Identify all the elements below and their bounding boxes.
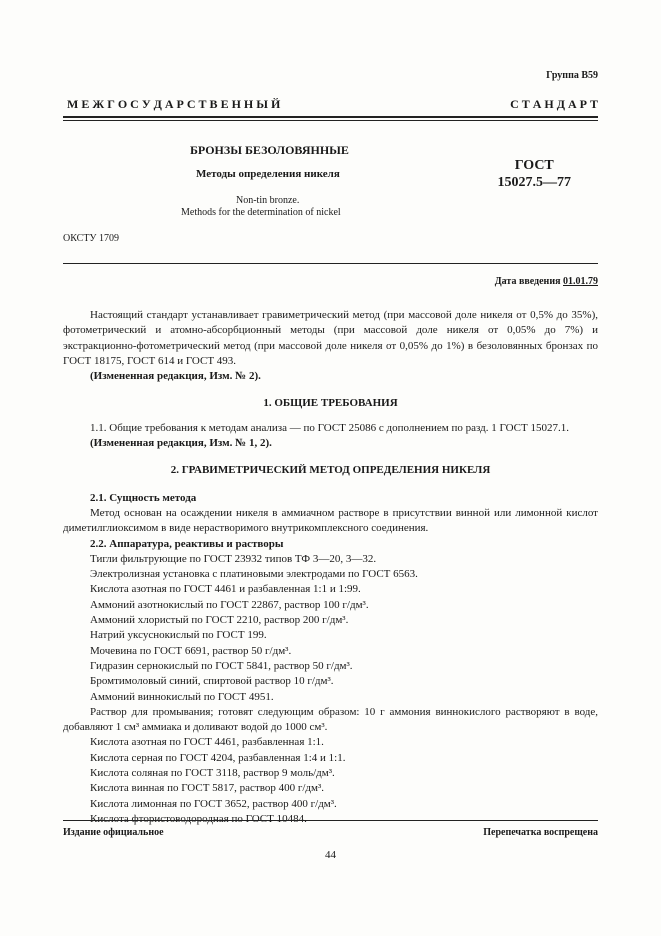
reagent-item: Аммоний виннокислый по ГОСТ 4951. [90,690,274,703]
reagent-item: Мочевина по ГОСТ 6691, раствор 50 г/дм³. [90,644,292,657]
subsection-2-2-heading: 2.2. Аппаратура, реактивы и растворы [90,537,284,550]
top-rule-thin [63,120,598,121]
reagent-item: Электролизная установка с платиновыми электродами по ГОСТ 6563. [90,568,418,581]
footer-rule [63,820,598,821]
introduction-date [495,276,598,287]
reagent-item: Раствор для промывания; готовят следующим образом: 10 г аммония виннокислого растворяют в воде, добавляют 1 см³ аммиака и доливают водой до 1000 см³. [63,705,598,734]
method-principle-paragraph: Метод основан на осаждении никеля в аммиачном растворе в присутствии винной или лимонной кислот диметилглиоксимом в виде нерастворимого внутрикомплексного соединения. [63,506,598,535]
reagent-item: Аммоний хлористый по ГОСТ 2210, раствор 200 г/дм³. [90,614,349,627]
interstate-left: М Е Ж Г О С У Д А Р С Т В Е Н Н Ы Й [67,97,281,111]
body-text [63,308,598,827]
middle-rule [63,263,598,264]
document-subtitle: Методы определения никеля [196,168,340,180]
section-1-heading: 1. ОБЩИЕ ТРЕБОВАНИЯ [263,397,398,410]
introduction-date-label: Дата введения [494,276,561,287]
okstu-code: ОКСТУ 1709 [63,233,120,244]
section-2-heading: 2. ГРАВИМЕТРИЧЕСКИЙ МЕТОД ОПРЕДЕЛЕНИЯ НИКЕЛЯ [170,464,491,477]
general-requirements-amendment-note: (Измененная редакция, Изм. № 1, 2). [90,437,272,450]
top-rule [63,116,598,118]
english-title-line1: Non-tin bronze. [236,195,300,206]
scope-amendment-note: (Измененная редакция, Изм. № 2). [90,370,261,383]
gost-code: 15027.5—77 [497,175,571,190]
reagent-item: Кислота серная по ГОСТ 4204, разбавленная 1:4 и 1:1. [90,751,346,764]
interstate-right: С Т А Н Д А Р Т [510,97,598,111]
group-code: Группа В59 [546,70,598,81]
document-title: БРОНЗЫ БЕЗОЛОВЯННЫЕ [190,143,349,157]
english-title-line2: Methods for the determination of nickel [181,207,341,218]
reagent-item: Гидразин сернокислый по ГОСТ 5841, раствор 50 г/дм³. [90,659,353,672]
official-edition-label: Издание официальное [63,827,164,838]
page-number: 44 [325,849,336,861]
reagent-item: Тигли фильтрующие по ГОСТ 23932 типов ТФ 3—20, 3—32. [90,552,377,565]
reagent-item: Кислота фтористоводородная по ГОСТ 10484. [90,812,307,825]
reagent-item: Кислота азотная по ГОСТ 4461, разбавленная 1:1. [90,736,324,749]
reagent-item: Кислота соляная по ГОСТ 3118, раствор 9 моль/дм³. [90,767,335,780]
reagent-item: Бромтимоловый синий, спиртовой раствор 10 г/дм³. [90,675,334,688]
reagent-item: Кислота винная по ГОСТ 5817, раствор 400 г/дм³. [90,782,325,795]
reagent-item: Аммоний азотнокислый по ГОСТ 22867, раствор 100 г/дм³. [90,598,369,611]
reagent-item: Кислота лимонная по ГОСТ 3652, раствор 400 г/дм³. [90,797,337,810]
introduction-date-value: 01.01.79 [563,276,598,287]
reagent-item: Кислота азотная по ГОСТ 4461 и разбавленная 1:1 и 1:99. [90,583,361,596]
general-requirements-paragraph: 1.1. Общие требования к методам анализа — по ГОСТ 25086 с дополнением по разд. 1 ГОСТ 15027.1. [90,421,569,434]
interstate-standard-banner [67,97,598,112]
reprint-prohibited-label: Перепечатка воспрещена [483,827,598,838]
subsection-2-1-heading: 2.1. Сущность метода [90,491,197,504]
scope-paragraph: Настоящий стандарт устанавливает гравиметрический метод (при массовой доле никеля от 0,5% до 35%), фотометрический и атомно-абсорбционный методы (при массовой доле никеля от 0,05% до 7%) и экстракционно-фотометрический метод (при массовой доле никеля от 0,05% до 1%) в безоловянных бронзах по ГОСТ 18175, ГОСТ 614 и ГОСТ 493. [63,309,598,367]
gost-label: ГОСТ [514,158,554,173]
reagent-item: Натрий уксуснокислый по ГОСТ 199. [90,629,267,642]
gost-number [498,157,572,191]
